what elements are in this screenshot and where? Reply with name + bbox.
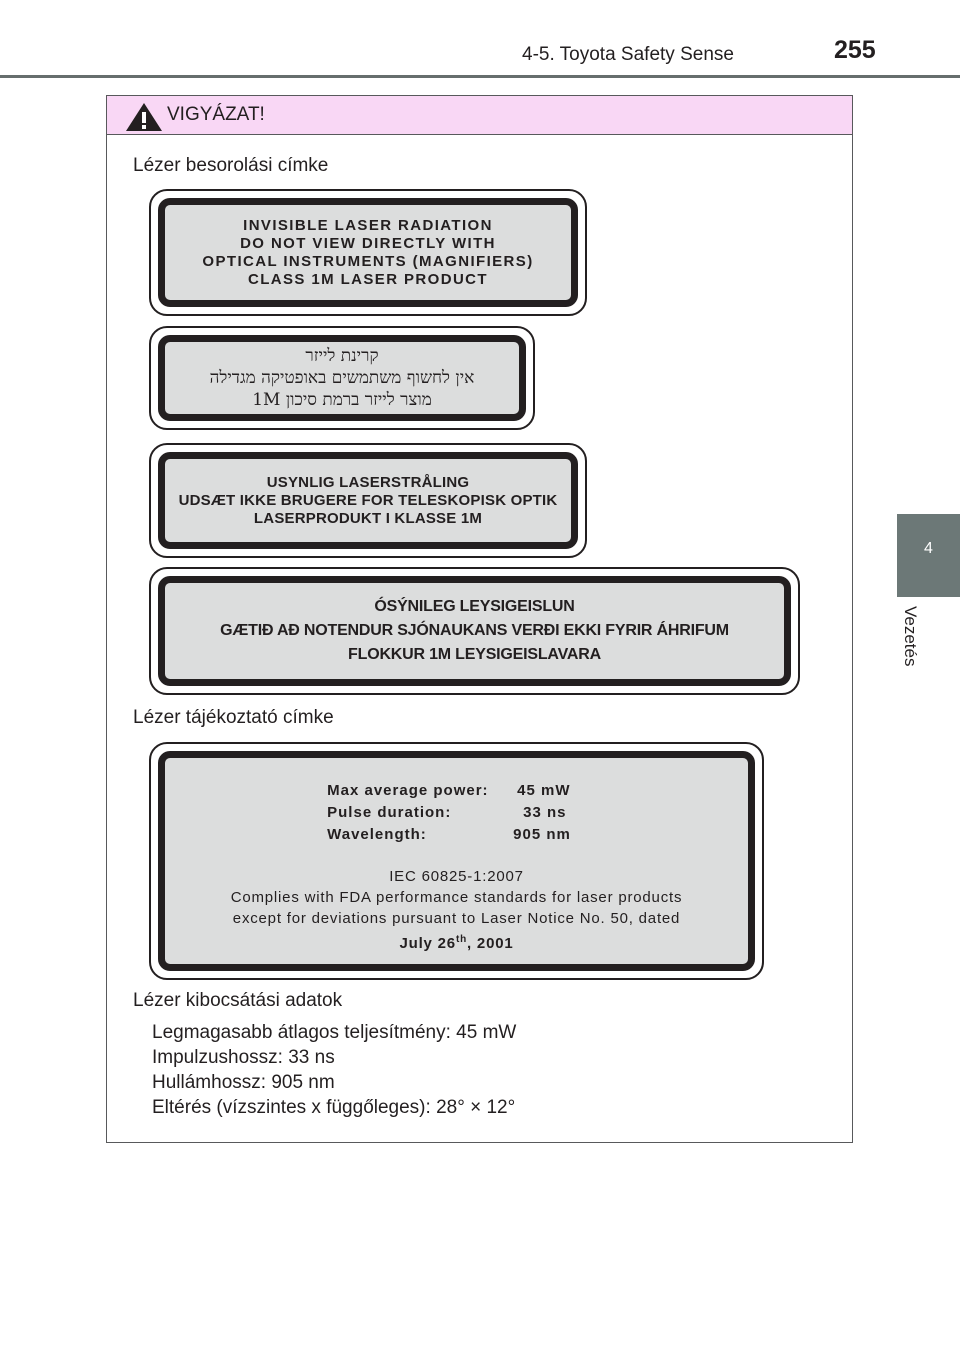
standard-text: IEC 60825-1:2007 <box>389 868 524 885</box>
spec-value: 905 nm <box>513 826 571 843</box>
label-line: אין לחשוף משתמשים באופטיקה מגדילה <box>209 367 475 388</box>
chapter-label-text: Vezetés <box>901 606 920 667</box>
section-title: 4-5. Toyota Safety Sense <box>522 44 734 65</box>
date-suffix: , 2001 <box>467 935 514 952</box>
laser-info-label <box>149 742 764 980</box>
emission-item: Hullámhossz: 905 nm <box>152 1072 335 1093</box>
warning-triangle-icon <box>125 102 163 132</box>
emission-item: Eltérés (vízszintes x függőleges): 28° × 12° <box>152 1097 516 1118</box>
label-line: FLOKKUR 1M LEYSIGEISLAVARA <box>348 646 601 663</box>
spec-key: Max average power: <box>327 782 489 799</box>
emission-item: Impulzushossz: 33 ns <box>152 1047 335 1068</box>
label-line: UDSÆT IKKE BRUGERE FOR TELESKOPISK OPTIK <box>178 491 558 509</box>
label-line: מוצר לייזר ברמת סיכון 1M <box>252 390 432 411</box>
label-line: ÓSÝNILEG LEYSIGEISLUN <box>374 598 575 615</box>
chapter-label <box>894 606 934 696</box>
header-divider <box>0 75 960 78</box>
label-line: GÆTIÐ AÐ NOTENDUR SJÓNAUKANS VERÐI EKKI FYRIR ÁHRIFUM <box>220 622 729 639</box>
emission-data-list <box>152 1020 516 1120</box>
label-line: OPTICAL INSTRUMENTS (MAGNIFIERS) <box>202 252 534 270</box>
label-line: USYNLIG LASERSTRÅLING <box>266 473 470 491</box>
laser-label-icelandic <box>149 567 800 695</box>
spec-row <box>327 802 571 824</box>
chapter-number: 4 <box>924 540 933 557</box>
spec-row <box>327 780 571 802</box>
label-line: INVISIBLE LASER RADIATION <box>243 216 493 234</box>
spec-row <box>327 824 571 846</box>
date-prefix: July 26 <box>399 935 456 952</box>
compliance-date <box>399 929 513 954</box>
spec-key: Wavelength: <box>327 826 427 843</box>
laser-label-english <box>149 189 587 316</box>
date-superscript: th <box>455 934 467 945</box>
spec-value: 33 ns <box>523 804 567 821</box>
label-line: DO NOT VIEW DIRECTLY WITH <box>240 234 496 252</box>
warning-title: VIGYÁZAT! <box>167 104 265 125</box>
page-number: 255 <box>834 36 876 64</box>
caption-info: Lézer tájékoztató címke <box>133 707 334 728</box>
label-line: LASERPRODUKT I KLASSE 1M <box>253 509 483 527</box>
laser-label-danish <box>149 443 587 558</box>
spec-key: Pulse duration: <box>327 804 452 821</box>
laser-label-hebrew <box>149 326 535 430</box>
caption-emission: Lézer kibocsátási adatok <box>133 990 343 1011</box>
compliance-line: except for deviations pursuant to Laser Notice No. 50, dated <box>232 910 681 927</box>
caption-classification: Lézer besorolási címke <box>133 155 329 176</box>
label-line: CLASS 1M LASER PRODUCT <box>248 270 488 288</box>
label-line: קרינת לייזר <box>305 345 379 366</box>
emission-item: Legmagasabb átlagos teljesítmény: 45 mW <box>152 1022 517 1043</box>
spec-value: 45 mW <box>517 782 571 799</box>
compliance-line: Complies with FDA performance standards for laser products <box>230 889 683 906</box>
